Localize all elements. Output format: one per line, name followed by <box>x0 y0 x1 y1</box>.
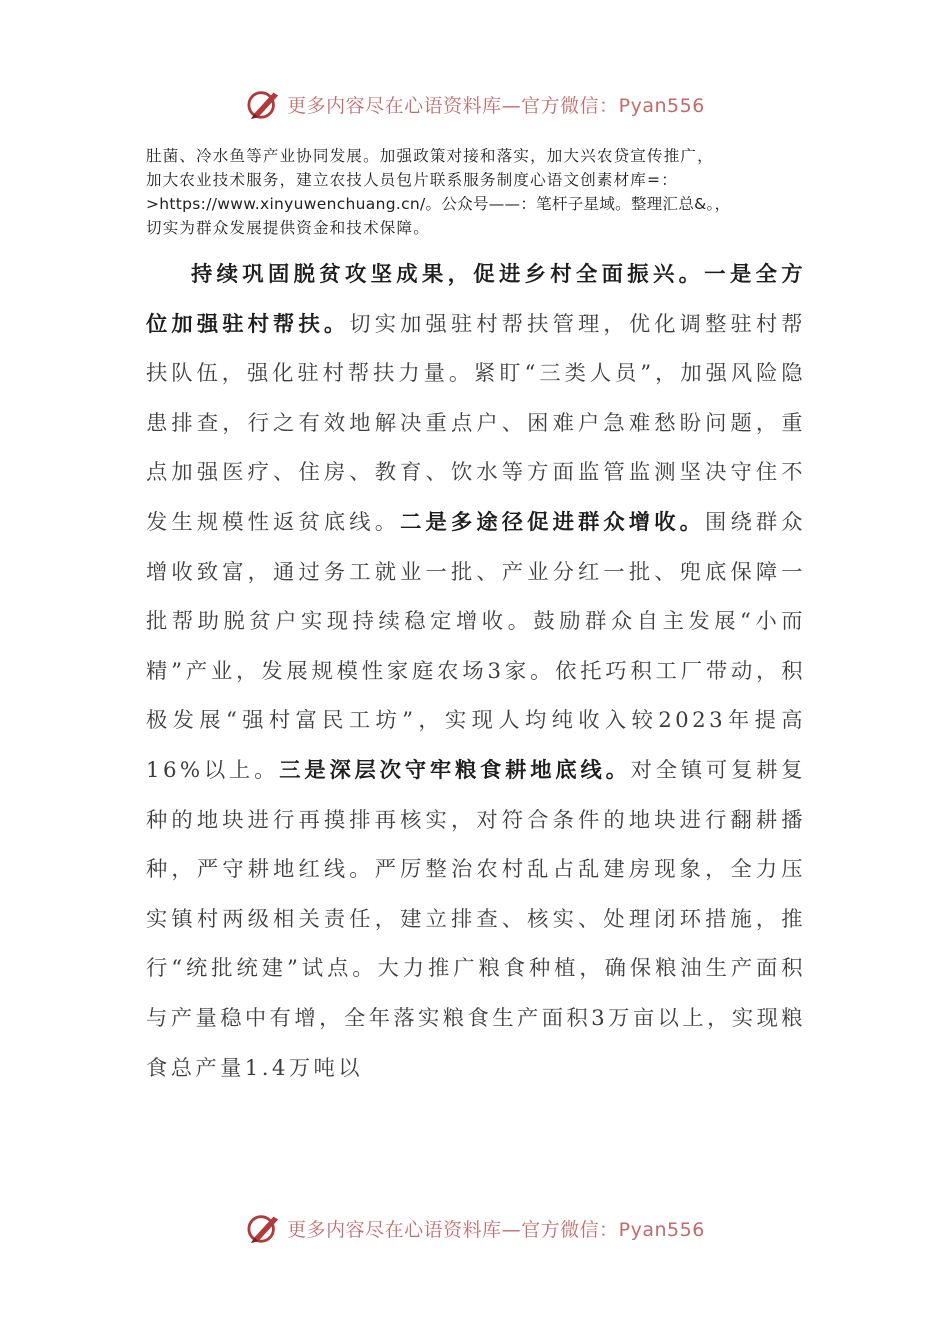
note-line: 加大农业技术服务，建立农技人员包片联系服务制度心语文创素材库=： <box>146 171 678 189</box>
note-url-line: >https://www.xinyuwenchuang.cn/。公众号——：笔杆子星域。整理汇总&。， <box>146 195 731 213</box>
pen-logo-icon <box>245 1211 283 1245</box>
body-sentence: 切实加强驻村帮扶管理，优化调整驻村帮扶队伍，强化驻村帮扶力量。紧盯“三类人员”，加强风险隐患排查，行之有效地解决重点户、困难户急难愁盼问题，重点加强医疗、住房、教育、饮水等方面监管监测坚决守住不发生规模性返贫底线。 <box>146 311 806 535</box>
paragraph <box>146 250 806 1093</box>
body-sentence: 对全镇可复耕复种的地块进行再摸排再核实，对符合条件的地块进行翻耕播种，严守耕地红线。严厉整治农村乱占乱建房现象，全力压实镇村两级相关责任，建立排查、核实、处理闭环措施，推行“统批统建”试点。大力推广粮食种植，确保粮油生产面积与产量稳中有增，全年落实粮食生产面积3万亩以上，实现粮食总产量1.4万吨以 <box>146 757 806 1081</box>
body-sentence: 围绕群众增收致富，通过务工就业一批、产业分红一批、兜底保障一批帮助脱贫户实现持续稳定增收。鼓励群众自主发展“小而精”产业，发展规模性家庭农场3家。依托巧积工厂带动，积极发展“强村富民工坊”，实现人均纯收入较2023年提高16%以上。 <box>146 509 806 783</box>
note-line: 肚菌、冷水鱼等产业协同发展。加强政策对接和落实，加大兴农贷宣传推广， <box>146 147 714 165</box>
heading-sentence: 持续巩固脱贫攻坚成果，促进乡村全面振兴。一是全方位加强驻村帮扶。 <box>146 262 806 337</box>
note-block <box>146 144 816 240</box>
footer-banner-text: 更多内容尽在心语资料库—官方微信：Pyan556 <box>287 1218 705 1241</box>
note-line: 切实为群众发展提供资金和技术保障。 <box>146 219 430 237</box>
pen-logo-icon <box>245 87 283 121</box>
header-banner <box>0 84 950 124</box>
heading-sentence: 二是多途径促进群众增收。 <box>400 509 706 535</box>
main-paragraph <box>146 250 806 1093</box>
header-banner-text: 更多内容尽在心语资料库—官方微信：Pyan556 <box>287 94 705 117</box>
footer-banner <box>0 1208 950 1248</box>
heading-sentence: 三是深层次守牢粮食耕地底线。 <box>279 757 631 783</box>
